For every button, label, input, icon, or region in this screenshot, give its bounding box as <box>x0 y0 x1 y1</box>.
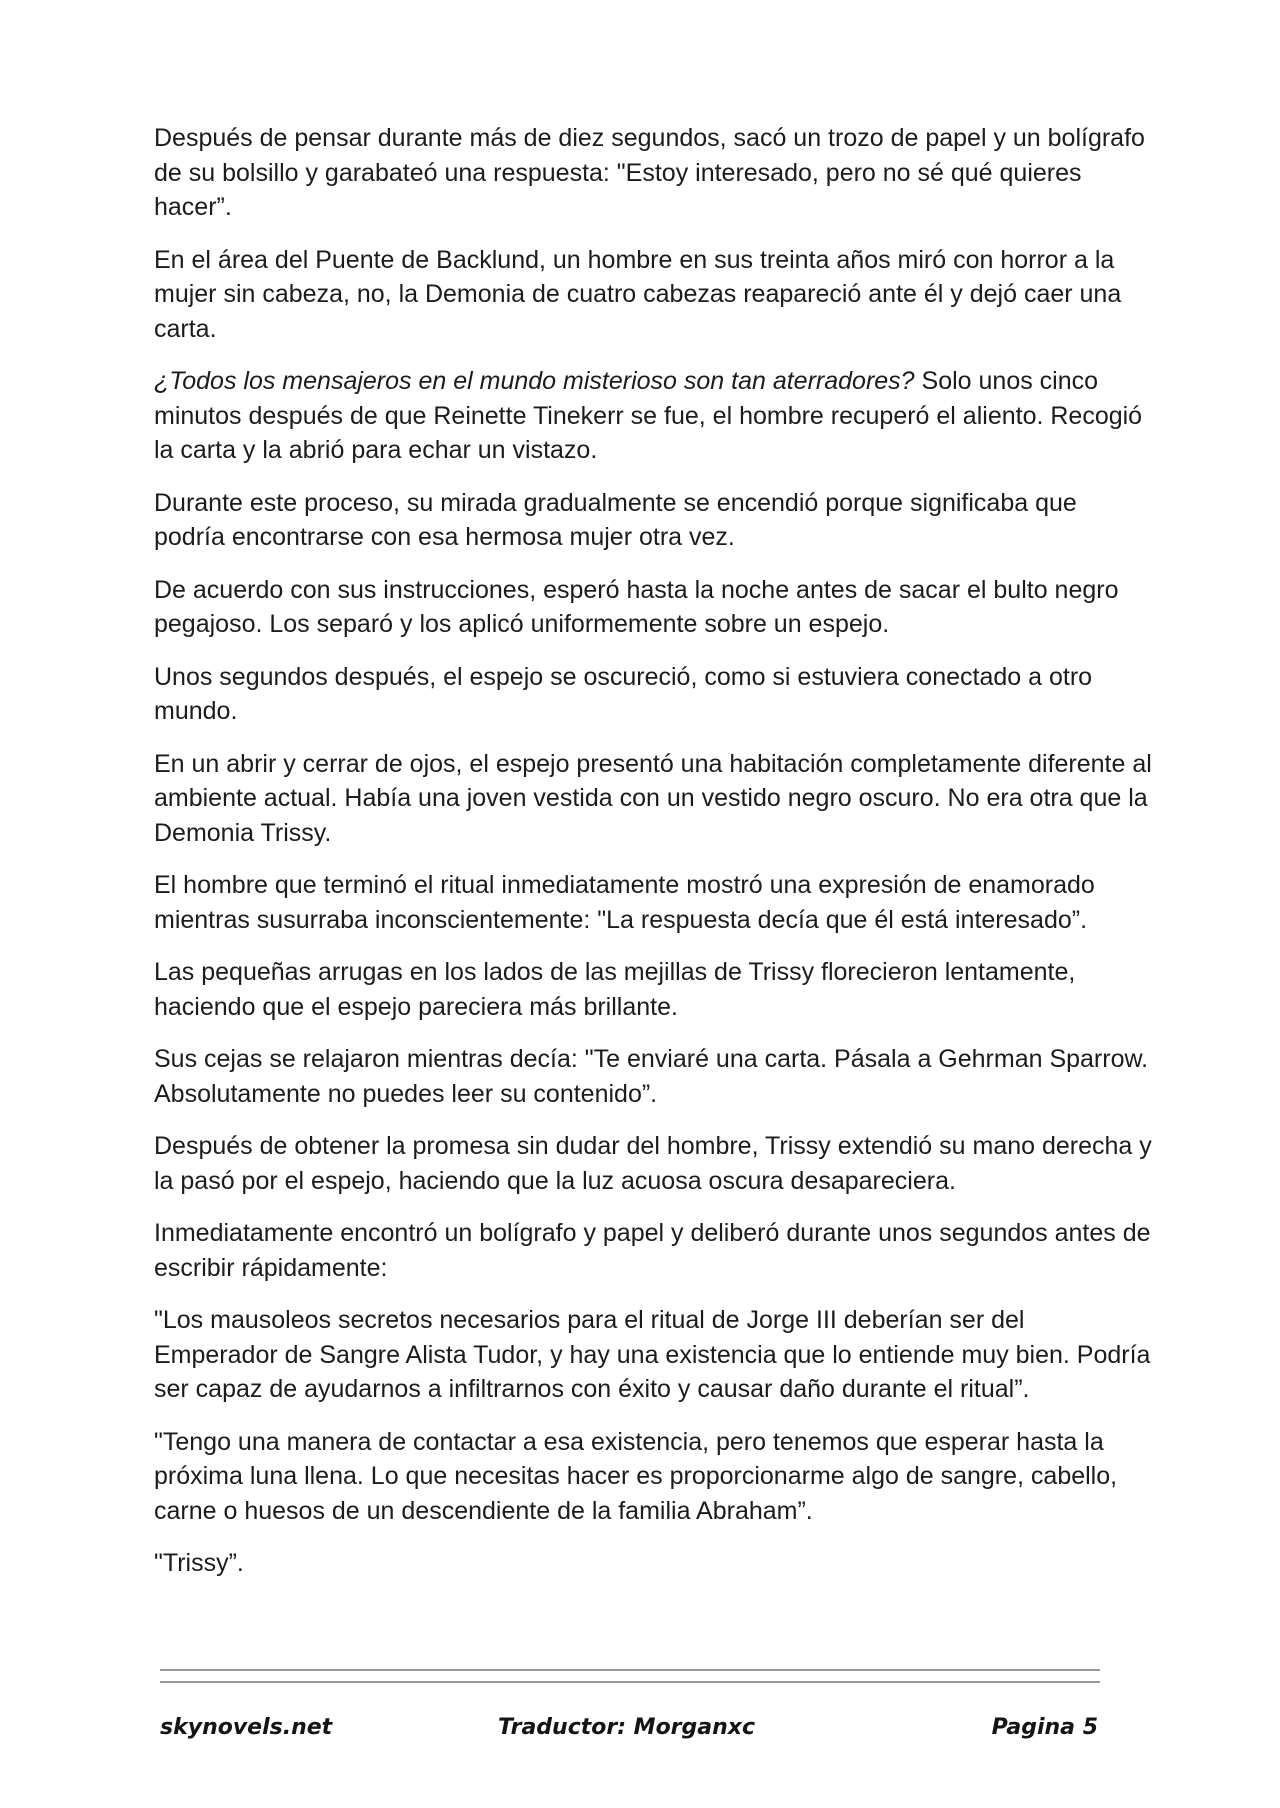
paragraph: Después de obtener la promesa sin dudar del hombre, Trissy extendió su mano derecha y la pasó por el espejo, haciendo que la luz acuosa oscura desapareciera. <box>154 1132 1152 1195</box>
document-body <box>154 121 1154 1599</box>
footer-site: skynovels.net <box>160 1715 333 1740</box>
paragraph: Después de pensar durante más de diez segundos, sacó un trozo de papel y un bolígrafo de su bolsillo y garabateó una respuesta: "Estoy interesado, pero no sé qué quieres hacer”. <box>154 124 1145 221</box>
paragraph: En un abrir y cerrar de ojos, el espejo presentó una habitación completamente diferente al ambiente actual. Había una joven vestida con un vestido negro oscuro. No era otra que la Demonia Trissy. <box>154 749 1152 847</box>
paragraph: "Tengo una manera de contactar a esa existencia, pero tenemos que esperar hasta la próxima luna llena. Lo que necesitas hacer es proporcionarme algo de sangre, cabello, carne o huesos de un descendiente de la familia Abraham”. <box>154 1427 1118 1525</box>
footer-page-number: Pagina 5 <box>991 1715 1098 1740</box>
footer-translator: Traductor: Morganxc <box>498 1715 756 1740</box>
paragraph: Las pequeñas arrugas en los lados de las mejillas de Trissy florecieron lentamente, haciendo que el espejo pareciera más brillante. <box>154 958 1076 1021</box>
paragraph: Unos segundos después, el espejo se oscureció, como si estuviera conectado a otro mundo. <box>154 662 1093 725</box>
footer-divider-top <box>160 1669 1100 1671</box>
paragraph: El hombre que terminó el ritual inmediatamente mostró una expresión de enamorado mientras susurraba inconscientemente: "La respuesta decía que él está interesado”. <box>154 871 1095 934</box>
paragraph: Durante este proceso, su mirada gradualmente se encendió porque significaba que podría encontrarse con esa hermosa mujer otra vez. <box>154 488 1077 551</box>
paragraph: Inmediatamente encontró un bolígrafo y papel y deliberó durante unos segundos antes de escribir rápidamente: <box>154 1219 1151 1282</box>
italic-thought: ¿Todos los mensajeros en el mundo misterioso son tan aterradores? <box>154 367 915 395</box>
paragraph: "Trissy”. <box>154 1549 244 1577</box>
footer-divider-bottom <box>160 1681 1100 1683</box>
paragraph: "Los mausoleos secretos necesarios para el ritual de Jorge III deberían ser del Emperador de Sangre Alista Tudor, y hay una existencia que lo entiende muy bien. Podría ser capaz de ayudarnos a infiltrarnos con éxito y causar daño durante el ritual”. <box>154 1306 1151 1403</box>
paragraph: De acuerdo con sus instrucciones, esperó hasta la noche antes de sacar el bulto negro pegajoso. Los separó y los aplicó uniformemente sobre un espejo. <box>154 575 1119 638</box>
paragraph: ¿Todos los mensajeros en el mundo misterioso son tan aterradores? Solo unos cinco minutos después de que Reinette Tinekerr se fue, el hombre recuperó el aliento. Recogió la carta y la abrió para echar un vistazo. <box>154 367 1143 464</box>
paragraph: Sus cejas se relajaron mientras decía: "Te enviaré una carta. Pásala a Gehrman Sparrow. Absolutamente no puedes leer su contenido”. <box>154 1045 1149 1108</box>
paragraph: En el área del Puente de Backlund, un hombre en sus treinta años miró con horror a la mujer sin cabeza, no, la Demonia de cuatro cabezas reapareció ante él y dejó caer una carta. <box>154 245 1122 343</box>
page-footer <box>160 1715 1100 1749</box>
